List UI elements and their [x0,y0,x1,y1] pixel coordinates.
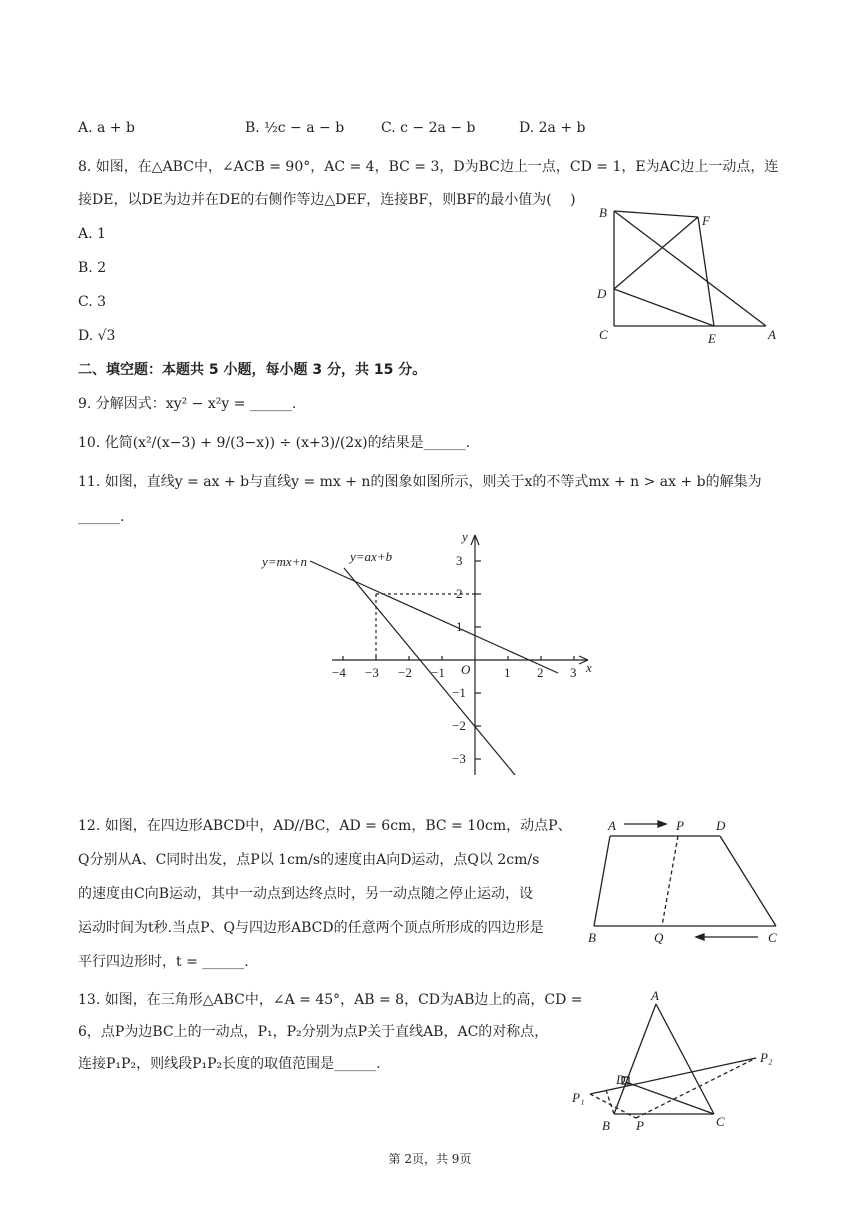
line-mx-n [310,561,558,673]
q11-xtick: −2 [398,665,412,680]
q8-option-a: A. 1 [78,226,106,242]
q9-text: 9. 分解因式：xy² − x²y = ______. [78,396,297,412]
q8-label-b: B [599,205,607,220]
q11-xtick: 3 [570,665,577,680]
q12-label-d: D [716,818,726,833]
q11-xtick: 2 [537,665,544,680]
q13-label-c: C [716,1114,725,1129]
q8-label-d: D [597,286,607,301]
page-footer: 第 2页，共 9页 [388,1152,472,1166]
q11-xtick: −3 [365,665,379,680]
q12-label-p: P [676,818,684,833]
q11-ytick: 2 [456,586,463,601]
q12-label-a: A [608,818,616,833]
q11-axis-y: y [462,529,468,544]
q11-axis-x: x [586,660,592,675]
q8-text-line2: 接DE，以DE为边并在DE的右侧作等边△DEF，连接BF，则BF的最小值为( ) [78,192,576,208]
q11-xtick: 1 [504,665,511,680]
q12-text-line1: 12. 如图，在四边形ABCD中，AD//BC，AD = 6cm，BC = 10cm，动点P、 [78,818,572,834]
q11-origin: O [461,662,471,677]
q11-xtick: −4 [332,665,346,680]
q13-text-line1: 13. 如图，在三角形△ABC中，∠A = 45°，AB = 8，CD为AB边上的高，CD = [78,992,583,1008]
q7-option-a: A. a + b [78,120,135,136]
q8-option-d: D. √3 [78,328,116,344]
q12-label-b: B [588,930,596,945]
q11-xtick: −1 [431,665,445,680]
q8-label-c: C [599,327,608,342]
q12-text-line3: 的速度由C向B运动，其中一动点到达终点时，另一动点随之停止运动，设 [78,886,533,902]
q13-figure [566,984,786,1134]
q12-text-line4: 运动时间为t秒.当点P、Q与四边形ABCD的任意两个顶点所形成的四边形是 [78,920,544,936]
q10-text: 10. 化简(x²/(x−3) + 9/(3−x)) ÷ (x+3)/(2x)的结果是______. [78,435,471,451]
q13-label-p1: P₁ [572,1090,585,1105]
q7-option-d: D. 2a + b [519,120,586,136]
q8-option-c: C. 3 [78,294,107,310]
q12-figure [580,812,790,952]
q8-option-b: B. 2 [78,260,107,276]
q12-label-q: Q [654,930,664,945]
q11-ytick: 3 [456,553,463,568]
q13-label-p2: P₂ [760,1050,773,1065]
q12-text-line5: 平行四边形时，t = ______. [78,954,249,970]
q7-option-b: B. ½c − a − b [245,120,345,136]
q13-label-d: D [616,1072,626,1087]
q11-label-mx: y=mx+n [262,554,307,569]
q13-text-line2: 6，点P为边BC上的一动点，P₁，P₂分别为点P关于直线AB，AC的对称点， [78,1024,549,1040]
q7-option-c: C. c − 2a − b [381,120,476,136]
q13-label-b: B [602,1118,610,1133]
q12-text-line2: Q分别从A、C同时出发，点P以 1cm/s的速度由A向D运动，点Q以 2cm/s [78,852,540,868]
q11-ytick: −2 [452,718,466,733]
q11-label-ax: y=ax+b [350,549,393,564]
q11-ytick: −1 [452,685,466,700]
q13-label-a: A [651,988,659,1003]
q8-label-a: A [768,327,776,342]
q8-label-f: F [702,213,710,228]
q11-graph [240,525,620,785]
q8-figure [590,200,790,350]
q11-text-line1: 11. 如图，直线y = ax + b与直线y = mx + n的图象如图所示，则关于x的不等式mx + n > ax + b的解集为 [78,474,762,490]
q11-text-line2: ______. [78,509,125,525]
q11-ytick: −3 [452,751,466,766]
q11-ytick: 1 [456,619,463,634]
section-heading: 二、填空题：本题共 5 小题，每小题 3 分，共 15 分。 [78,362,427,378]
q13-text-line3: 连接P₁P₂，则线段P₁P₂长度的取值范围是______. [78,1056,381,1072]
q12-label-c: C [768,930,777,945]
q13-label-p: P [636,1118,644,1133]
q8-text-line1: 8. 如图，在△ABC中，∠ACB = 90°，AC = 4，BC = 3，D为BC边上一点，CD = 1，E为AC边上一动点，连 [78,159,779,175]
q8-label-e: E [708,331,716,346]
